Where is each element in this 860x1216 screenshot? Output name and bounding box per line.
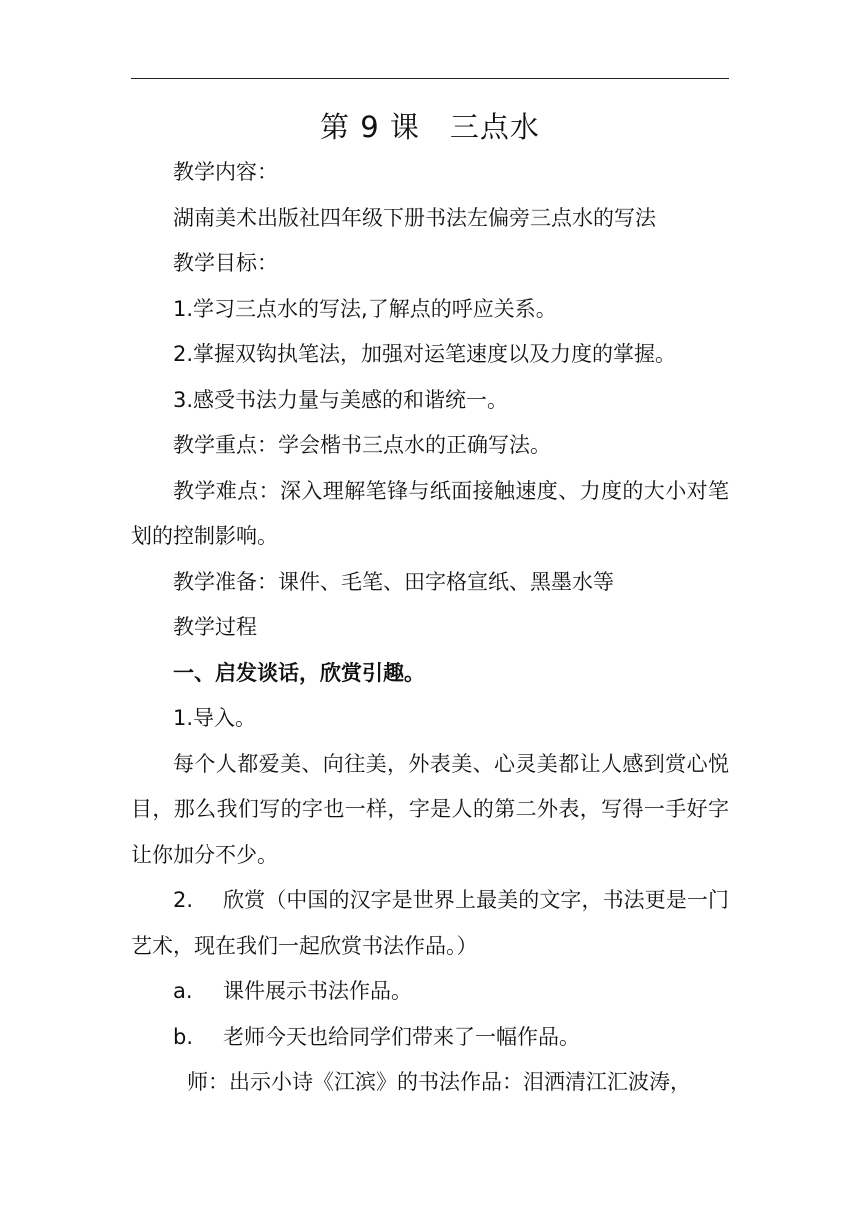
paragraph-goal-3: 3.感受书法力量与美感的和谐统一。 bbox=[173, 387, 509, 412]
paragraph-intro-label: 1.导入。 bbox=[173, 706, 257, 730]
item-a-label: a. bbox=[173, 979, 193, 1003]
paragraph-appreciation bbox=[131, 878, 729, 969]
paragraph-teaching-content: 湖南美术出版社四年级下册书法左偏旁三点水的写法 bbox=[173, 205, 656, 230]
paragraph-intro-text: 每个人都爱美、向往美，外表美、心灵美都让人感到赏心悦目，那么我们写的字也一样，字是人的第二外表，写得一手好字让你加分不少。 bbox=[131, 751, 729, 867]
item-a-text: 课件展示书法作品。 bbox=[223, 979, 412, 1003]
paragraph-preparation: 教学准备：课件、毛笔、田字格宣纸、黑墨水等 bbox=[173, 569, 614, 594]
paragraph-key-points: 教学重点：学会楷书三点水的正确写法。 bbox=[173, 433, 551, 457]
document-body bbox=[131, 150, 729, 1106]
paragraph-item-b bbox=[131, 1015, 729, 1061]
paragraph-teacher-line: 师：出示小诗《江滨》的书法作品：泪洒清江汇波涛， bbox=[187, 1070, 691, 1094]
header-rule bbox=[131, 78, 729, 79]
item-2-text: 欣赏（中国的汉字是世界上最美的文字，书法更是一门艺术，现在我们一起欣赏书法作品。） bbox=[131, 888, 729, 958]
paragraph-item-a bbox=[131, 969, 729, 1015]
item-b-text: 老师今天也给同学们带来了一幅作品。 bbox=[223, 1024, 580, 1049]
section-heading-1: 一、启发谈话，欣赏引趣。 bbox=[173, 660, 425, 685]
paragraph-difficulties: 教学难点：深入理解笔锋与纸面接触速度、力度的大小对笔划的控制影响。 bbox=[131, 478, 729, 548]
item-2-label: 2. bbox=[173, 888, 194, 912]
paragraph-goal-2: 2.掌握双钩执笔法，加强对运笔速度以及力度的掌握。 bbox=[173, 342, 677, 366]
page-title: 第 9 课 三点水 bbox=[320, 110, 540, 144]
paragraph-teaching-goals-heading: 教学目标： bbox=[173, 251, 278, 275]
paragraph-goal-1: 1.学习三点水的写法,了解点的呼应关系。 bbox=[173, 296, 557, 321]
item-b-label: b. bbox=[173, 1024, 194, 1049]
paragraph-teaching-content-heading: 教学内容： bbox=[173, 160, 278, 184]
paragraph-process-heading: 教学过程 bbox=[173, 615, 257, 639]
